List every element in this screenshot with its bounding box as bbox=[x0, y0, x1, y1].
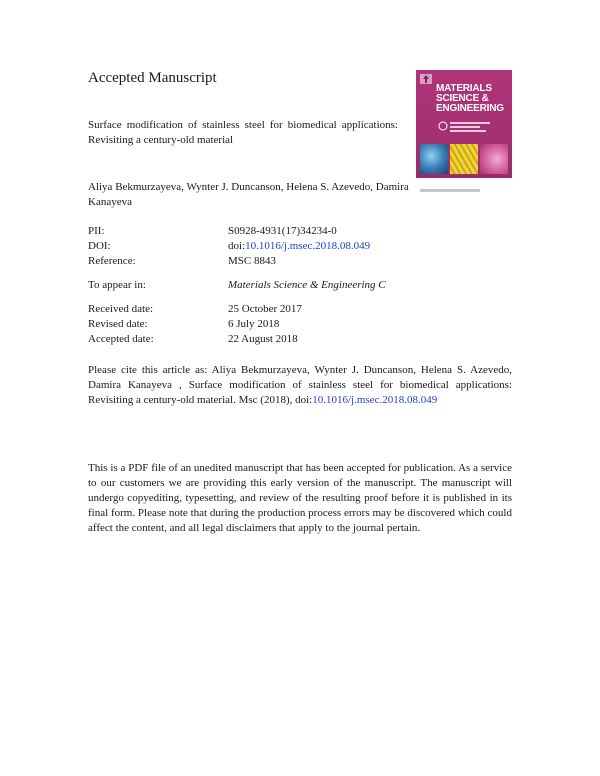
meta-label: To appear in: bbox=[88, 279, 146, 291]
meta-value bbox=[228, 239, 370, 254]
article-title: Surface modification of stainless steel for biomedical applications: Revisiting a century-old material bbox=[88, 119, 398, 146]
meta-row-doi bbox=[88, 239, 386, 254]
meta-row-reference bbox=[88, 254, 386, 269]
cover-footer bbox=[416, 178, 512, 200]
cover-footer-bar bbox=[420, 189, 480, 192]
meta-row-appear-in bbox=[88, 278, 386, 293]
meta-value: 6 July 2018 bbox=[228, 318, 280, 330]
meta-label: PII: bbox=[88, 225, 105, 237]
document-type-heading: Accepted Manuscript bbox=[88, 70, 217, 86]
cover-subtitle-graphic bbox=[438, 118, 508, 138]
meta-label: Reference: bbox=[88, 255, 136, 267]
meta-row-accepted bbox=[88, 332, 386, 347]
doi-prefix: doi: bbox=[228, 240, 246, 252]
cover-title-line: SCIENCE & bbox=[436, 93, 489, 104]
meta-value: S0928-4931(17)34234-0 bbox=[228, 225, 337, 237]
journal-name: Materials Science & Engineering C bbox=[228, 279, 386, 291]
meta-spacer bbox=[88, 269, 386, 278]
meta-row-pii bbox=[88, 224, 386, 239]
meta-value: 22 August 2018 bbox=[228, 333, 298, 345]
meta-label: Received date: bbox=[88, 303, 154, 315]
citation-doi-link[interactable]: 10.1016/j.msec.2018.08.049 bbox=[312, 394, 438, 406]
meta-spacer bbox=[88, 293, 386, 302]
cover-image-pink bbox=[480, 144, 508, 174]
meta-row-received bbox=[88, 302, 386, 317]
meta-value: MSC 8843 bbox=[228, 255, 276, 267]
cover-image-strip bbox=[420, 144, 508, 174]
meta-row-revised bbox=[88, 317, 386, 332]
meta-value: 25 October 2017 bbox=[228, 303, 302, 315]
cover-journal-title bbox=[436, 84, 510, 114]
article-metadata bbox=[88, 224, 386, 347]
cover-image-blue bbox=[420, 144, 448, 174]
journal-cover-image bbox=[416, 70, 512, 200]
cover-title-line: MATERIALS bbox=[436, 83, 492, 94]
cover-title-line: ENGINEERING bbox=[436, 103, 504, 114]
doi-link[interactable]: 10.1016/j.msec.2018.08.049 bbox=[245, 240, 371, 252]
citation-paragraph bbox=[88, 363, 512, 408]
publisher-logo-icon bbox=[420, 74, 432, 84]
citation-text: Please cite this article as: Aliya Bekmurzayeva, Wynter J. Duncanson, Helena S. Azevedo, Damira Kanayeva , Surface modification of stainless steel for biomedical applications: Revisiting a century-old material. Msc (2018), doi: bbox=[88, 364, 512, 406]
meta-label: Accepted date: bbox=[88, 333, 154, 345]
meta-label: DOI: bbox=[88, 240, 111, 252]
cover-image-yellow bbox=[450, 144, 478, 174]
manuscript-notice: This is a PDF file of an unedited manuscript that has been accepted for publication. As a service to our customers we are providing this early version of the manuscript. The manuscript will undergo copyediting, typesetting, and review of the resulting proof before it is published in its final form. Please note that during the production process errors may be discovered which could affect the content, and all legal disclaimers that apply to the journal pertain. bbox=[88, 462, 512, 534]
meta-label: Revised date: bbox=[88, 318, 148, 330]
article-authors: Aliya Bekmurzayeva, Wynter J. Duncanson, Helena S. Azevedo, Damira Kanayeva bbox=[88, 181, 409, 208]
